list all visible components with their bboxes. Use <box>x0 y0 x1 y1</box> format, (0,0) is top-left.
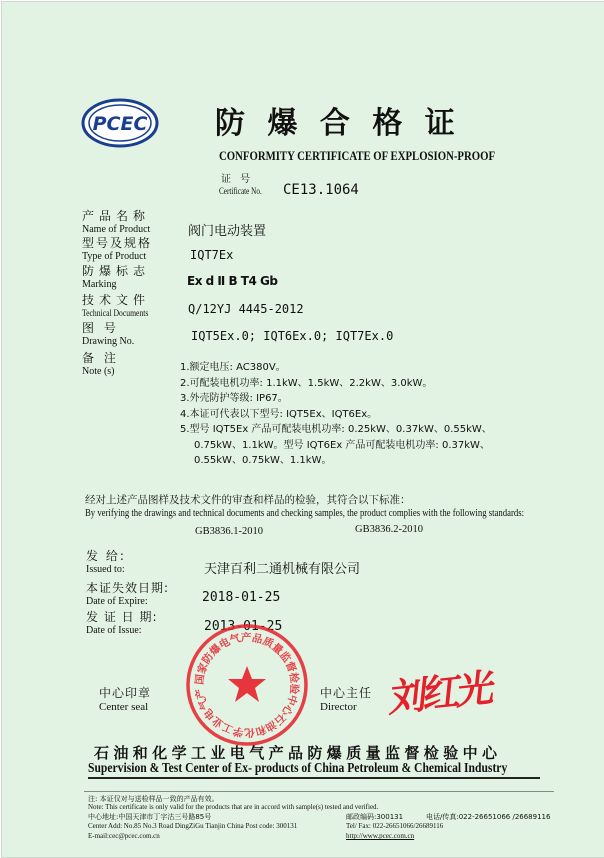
director-label-en: Director <box>320 701 357 713</box>
certificate-no-label-en: Certificate No. <box>219 186 262 196</box>
note-line: 3.外壳防护等级: IP67。 <box>180 393 288 404</box>
issued-label-en: Issued to: <box>86 564 125 575</box>
certificate-no-label: 证 号 <box>221 174 254 185</box>
footer-tel-en: Tel/ Fax: 022-26651066/26689116 <box>346 822 444 830</box>
note-line: 5.型号 IQT5Ex 产品可配装电机功率: 0.25kW、0.37kW、0.55kW、 <box>180 424 492 435</box>
footer-postcode-cn: 邮政编码:300131 <box>346 813 404 821</box>
standard-2: GB3836.2-2010 <box>355 524 423 535</box>
type-label-en: Type of Product <box>82 251 147 262</box>
note-line: 1.额定电压: AC380V。 <box>180 362 286 373</box>
issued-label: 发 给: <box>86 549 126 563</box>
note-line: 4.本证可代表以下型号: IQT5Ex、IQT6Ex。 <box>180 408 378 420</box>
expire-label: 本证失效日期: <box>86 581 170 595</box>
note-list <box>180 360 492 469</box>
statement-cn: 经对上述产品图样及技术文件的审查和样品的检验，其符合以下标准： <box>85 494 411 506</box>
expire-label-en: Date of Expire: <box>86 596 148 607</box>
note-line: 0.55kW、0.75kW、1.1kW。 <box>194 455 332 466</box>
footer-address-en: Center Add: No.85 No.3 Road DingZiGu Tianjin China Post code: 300131 <box>88 822 298 830</box>
svg-text:国家防爆电气产品质量监督检验中心石油和化学工业电气产品防爆质: 国家防爆电气产品质量监督检验中心石油和化学工业电气产 <box>193 631 301 739</box>
drawing-label-en: Drawing No. <box>82 336 135 347</box>
note-line: 2.可配装电机功率: 1.1kW、1.5kW、2.2kW、3.0kW。 <box>180 377 433 389</box>
drawing-label: 图 号 <box>82 321 119 335</box>
expire-value: 2018-01-25 <box>202 590 281 605</box>
note-label-en: Note (s) <box>82 366 115 377</box>
footer-website-link[interactable]: http://www.pcec.com.cn <box>346 832 415 840</box>
marking-value: Ex d Ⅱ B T4 Gb <box>187 274 278 288</box>
statement-en: By verifying the drawings and technical documents and checking samples, the product complies with the following standards: <box>85 508 525 519</box>
footer-note-cn: 注: 本证仅对与送检样品一致的产品有效。 <box>88 795 219 803</box>
note-line: 0.75kW、1.1kW。型号 IQT6Ex 产品可配装电机功率: 0.37kW、 <box>194 439 490 451</box>
footer-phone-cn: 电话/传真:022-26651066 /26689116 <box>426 813 551 821</box>
center-name-en: Supervision & Test Center of Ex- products of China Petroleum & Chemical Industry <box>88 760 508 775</box>
svg-text:PCEC: PCEC <box>92 113 148 135</box>
product-name-label-en: Name of Product <box>82 224 151 235</box>
issue-date-label-en: Date of Issue: <box>86 625 142 636</box>
drawing-value: IQT5Ex.0; IQT6Ex.0; IQT7Ex.0 <box>191 329 394 343</box>
footer-note-en: Note: This certificate is only valid for the products that are in accord with sample(s) tested and verified. <box>88 803 379 811</box>
product-name-label: 产品名称 <box>82 209 151 223</box>
issue-date-label: 发 证 日 期: <box>86 610 158 624</box>
tech-docs-label-en: Technical Documents <box>82 308 149 318</box>
certificate-title: 防 爆 合 格 证 <box>215 106 461 141</box>
note-label: 备 注 <box>82 351 119 365</box>
issued-value: 天津百利二通机械有限公司 <box>204 562 361 577</box>
issue-date-value: 2013-01-25 <box>204 619 283 634</box>
certificate-page <box>1 1 604 858</box>
footer-email: E-mail:cec@pcec.com.cn <box>88 832 160 840</box>
center-name-cn: 石油和化学工业电气产品防爆质量监督检验中心 <box>94 744 502 762</box>
type-value: IQT7Ex <box>190 248 234 262</box>
center-name-underline <box>88 777 540 779</box>
footer-divider <box>84 791 554 792</box>
certificate-title-en: CONFORMITY CERTIFICATE OF EXPLOSION-PROOF <box>219 149 496 163</box>
footer-address-cn: 中心地址:中国天津市丁字沽三号路85号 <box>88 813 212 821</box>
marking-label-en: Marking <box>82 279 117 290</box>
pcec-logo <box>81 98 159 148</box>
certificate-no-value: CE13.1064 <box>283 182 359 198</box>
center-seal-stamp <box>184 622 310 748</box>
marking-label: 防爆标志 <box>82 264 151 278</box>
director-label: 中心主任 <box>320 686 373 700</box>
product-name-value: 阀门电动装置 <box>188 224 267 239</box>
standard-1: GB3836.1-2010 <box>195 526 263 537</box>
center-seal-label-en: Center seal <box>99 701 149 713</box>
tech-docs-label: 技术文件 <box>82 293 151 307</box>
center-seal-label: 中心印章 <box>99 686 152 700</box>
tech-docs-value: Q/12YJ 4445-2012 <box>188 302 304 316</box>
director-signature: 刘红光 <box>387 665 494 721</box>
type-label: 型号及规格 <box>82 236 153 250</box>
